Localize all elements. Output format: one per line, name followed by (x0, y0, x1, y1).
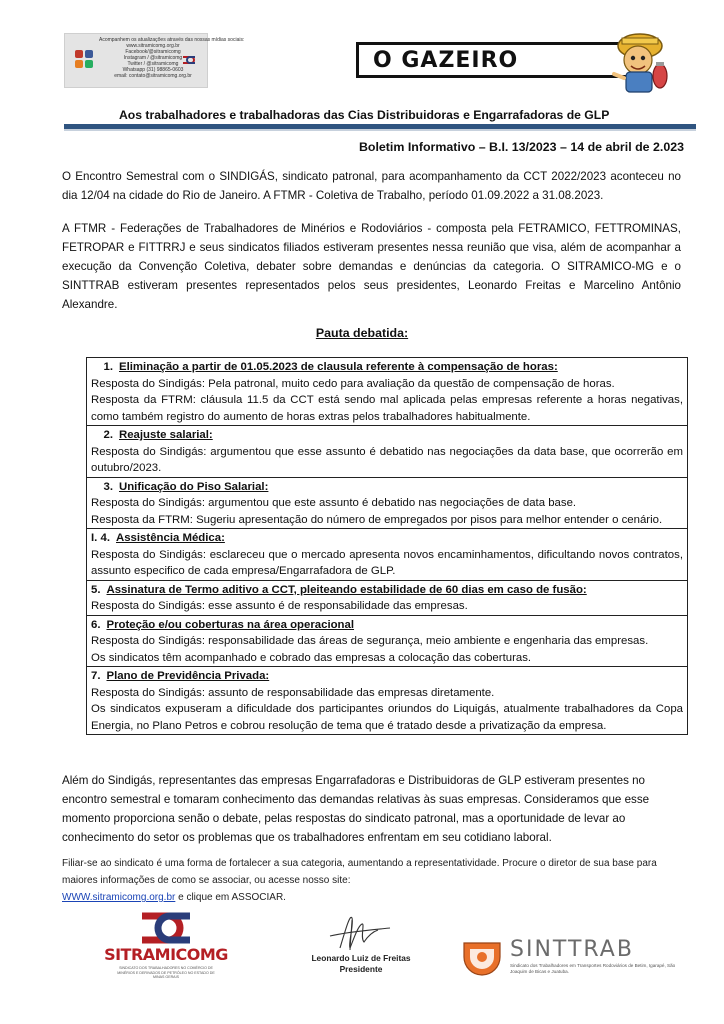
contact-line: Facebook/@sitramicomg (125, 49, 181, 55)
membership-text: Filiar-se ao sindicato é uma forma de fortalecer a sua categoria, aumentando a representatividade. Procure o diretor de sua base para maiores informações de como se associar, ou acesse nosso site: (62, 858, 657, 886)
agenda-item (87, 667, 687, 734)
bulletin-reference: Boletim Informativo – B.I. 13/2023 – 14 de abril de 2.023 (358, 140, 684, 154)
agenda-item (87, 581, 687, 616)
agenda-item-number: 3. (103, 480, 113, 493)
agenda-item-heading (91, 582, 683, 599)
agenda-item-label: Assinatura de Termo aditivo a CCT, pleiteando estabilidade de 60 dias em caso de fusão: (106, 583, 587, 596)
gas-cylinder-mascot-icon (606, 30, 670, 96)
agenda-item-number: 1. (103, 361, 113, 373)
agenda-item-response: Resposta do Sindigás: responsabilidade das áreas de segurança, meio ambiente e engenharia das empresas. (91, 635, 649, 647)
membership-suffix: e clique em ASSOCIAR. (175, 892, 286, 903)
agenda-item-response: Resposta do Sindigás: argumentou que esse assunto é debatido nas negociações da data base, que ocorrerão em outubro/2023. (91, 445, 683, 474)
contact-line: Acompanhem os atualizações através das nossas mídias sociais: (99, 37, 245, 43)
agenda-item-heading (91, 427, 683, 444)
contact-line: email: contato@sitramicomg.org.br (114, 73, 192, 79)
closing-paragraph: Além do Sindigás, representantes das empresas Engarrafadoras e Distribuidoras de GLP estiveram presentes no encontro semestral e tomaram conhecimento das demandas relativas às suas empresas. Consideramos que esse momento proporciona senão o debate, pelas respostas do sindicato patronal, mas a oportunidade de levar ao conhecimento do setor os problemas que os trabalhadores enfrentam em seu cotidiano laboral. (62, 774, 650, 844)
agenda-title: Pauta debatida: (315, 326, 409, 340)
agenda-item-label: Reajuste salarial: (119, 429, 213, 441)
agenda-item-response: Resposta do Sindigás: argumentou que este assunto é debatido nas negociações de data base. (91, 497, 577, 509)
agenda-item-response: Resposta da FTRM: Sugeriu apresentação do número de empregados por pisos para melhor entender o cenário. (91, 513, 663, 526)
agenda-item-heading (91, 617, 683, 634)
signer-block (294, 953, 428, 975)
agenda-item-response: Resposta do Sindigás: Pela patronal, muito cedo para avaliação da questão de compensação de horas. (91, 377, 615, 390)
contact-box (64, 33, 245, 88)
document-heading: Aos trabalhadores e trabalhadoras das Cias Distribuidoras e Engarrafadoras de GLP (119, 108, 610, 122)
agenda-item-response: Resposta do Sindigás: esse assunto é de responsabilidade das empresas. (91, 600, 468, 612)
agenda-item-number: 5. (91, 583, 101, 596)
agenda-item-heading (91, 359, 683, 376)
sitramico-logo-name: SITRAMICOMG (104, 945, 228, 964)
membership-note (62, 855, 690, 906)
agenda-item-label: Unificação do Piso Salarial: (119, 480, 269, 493)
agenda-table (86, 357, 688, 735)
sinttrab-logo-name: SINTTRAB (510, 937, 634, 962)
agenda-item-response: Os sindicatos expuseram a dificuldade dos participantes oriundos do Liquigás, atualmente trabalhadores da Copa Energia, no Plano Petros e cobrou resolução de tema que é tratado desde a privatização da empresa. (91, 703, 683, 732)
agenda-item (87, 358, 687, 426)
sitramico-logo-subtitle: SINDICATO DOS TRABALHADORES NO COMÉRCIO DE MINÉRIOS E DERIVADOS DE PETRÓLEO NO ESTADO DE MINAS GERAIS (117, 966, 215, 980)
agenda-item (87, 426, 687, 478)
heading-divider-shadow (64, 129, 696, 131)
signer-role: Presidente (339, 964, 383, 974)
intro-paragraph: O Encontro Semestral com o SINDIGÁS, sindicato patronal, para acompanhamento da CCT 2022/2023 aconteceu no dia 12/04 na cidade do Rio de Janeiro. A FTMR - Coletiva de Trabalho, período 01.09.2022 a 31.08.2023. (62, 170, 681, 202)
contact-line: www.sitramicomg.org.br (126, 43, 180, 49)
ftmr-paragraph: A FTMR - Federações de Trabalhadores de Minérios e Rodoviários - composta pela FETRAMICO, FETTROMINAS, FETROPAR e FITTRRJ e seus sindicatos filiados estiveram presentes nessa reunião que visa, além de acompanhar a execução da Convenção Coletiva, debater sobre demandas e denúncias da categoria. O SITRAMICO-MG e o SINTTRAB estiveram presentes representados pelos seus presidentes, Leonardo Freitas e Marcelino Antônio Alexandre. (62, 222, 681, 311)
agenda-item-number: 7. (91, 670, 101, 682)
agenda-item-heading (91, 668, 683, 685)
agenda-item-number: 2. (103, 429, 113, 441)
agenda-item-response: Os sindicatos têm acompanhado e cobrado das empresas a colocação das coberturas. (91, 651, 532, 664)
sitramico-small-logo (181, 54, 197, 66)
newsletter-title: O GAZEIRO (373, 47, 519, 73)
social-media-icons (73, 48, 97, 72)
agenda-item-heading (91, 530, 683, 547)
agenda-item-number: I. 4. (91, 532, 110, 544)
agenda-item-label: Proteção e/ou coberturas na área operacional (106, 618, 355, 631)
contact-line: Instagram / @sitramicomg (123, 55, 183, 61)
agenda-item (87, 478, 687, 530)
signer-name: Leonardo Luiz de Freitas (311, 953, 411, 963)
agenda-item (87, 616, 687, 668)
agenda-item-heading (91, 479, 683, 496)
newsletter-banner (356, 42, 643, 78)
contact-line: Whatsapp (31) 98865-0603 (122, 67, 184, 73)
agenda-item-label: Eliminação a partir de 01.05.2023 de clausula referente à compensação de horas: (119, 361, 558, 373)
agenda-item-response: Resposta da FTRM: cláusula 11.5 da CCT está sendo mal aplicada pelas empresas referente a horas negativas, como também registro do aumento de horas extras pelos trabalhadores habitualmente. (91, 394, 683, 423)
website-link[interactable]: WWW.sitramicomg.org.br (62, 892, 176, 903)
sinttrab-logo-subtitle: Sindicato dos Trabalhadores em Transportes Rodoviários de Betim, Igarapé, São Joaquim de Bicas e Juatuba. (510, 963, 676, 974)
agenda-item (87, 529, 687, 581)
agenda-item-number: 6. (91, 618, 101, 631)
agenda-item-label: Assistência Médica: (116, 532, 225, 544)
agenda-item-response: Resposta do Sindigás: assunto de responsabilidade das empresas diretamente. (91, 686, 495, 699)
agenda-item-label: Plano de Previdência Privada: (106, 670, 270, 682)
agenda-item-response: Resposta do Sindigás: esclareceu que o mercado apresenta novos encaminhamentos, dificultando novos contratos, assunto especifico de cada empresa/Engarrafadora de GLP. (91, 548, 683, 577)
contact-line: Twitter / @sitramicomg (127, 61, 179, 67)
